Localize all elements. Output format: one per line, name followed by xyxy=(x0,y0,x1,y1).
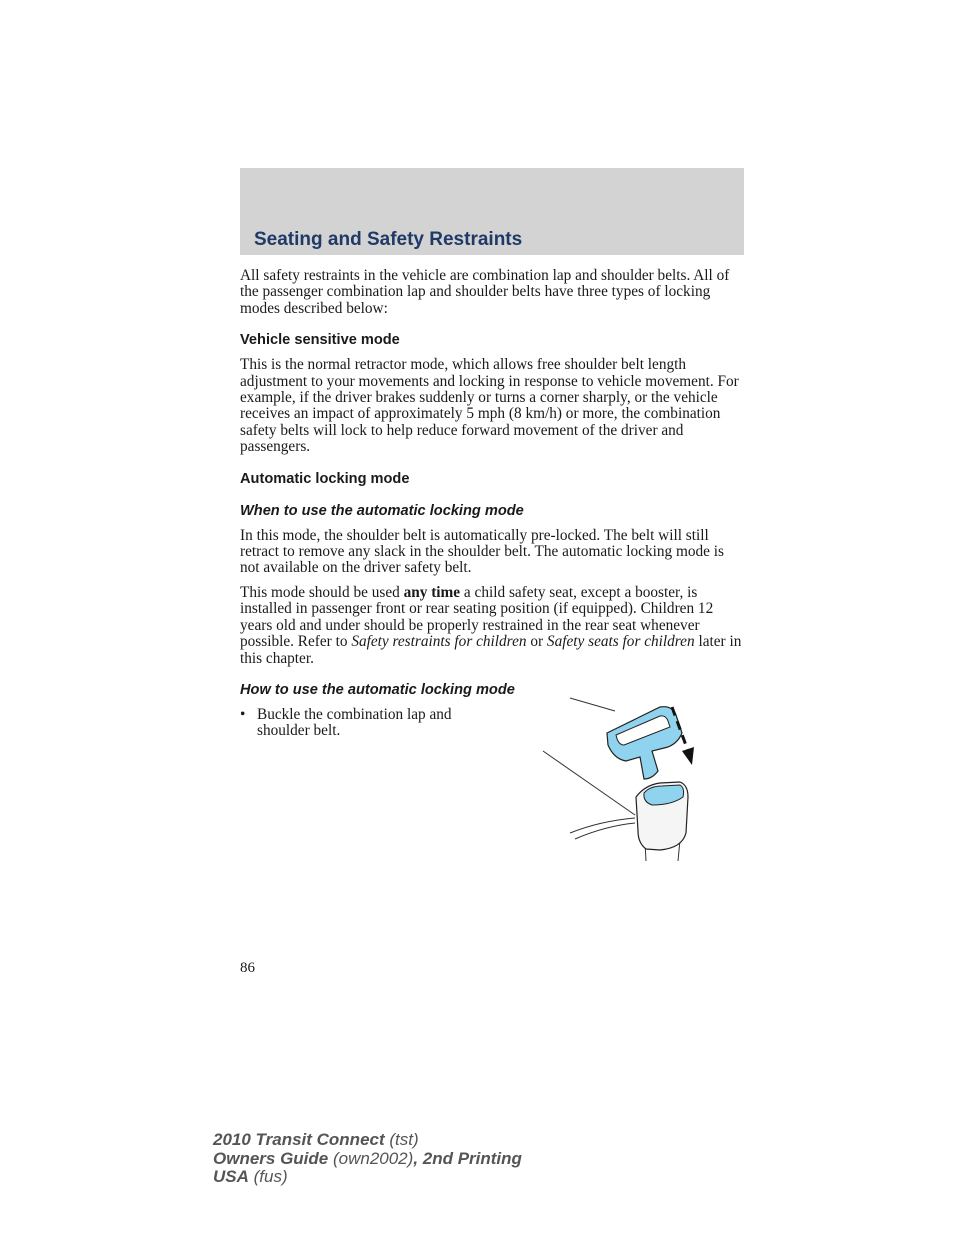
belt-tongue-plate xyxy=(607,707,682,779)
when-to-use-heading: When to use the automatic locking mode xyxy=(240,502,524,519)
child-seat-text-b: a child safety seat, except a booster, is installed in passenger front or rear seating position (if equipped). Children 12 years old and under should be properly restrained in the rear seat whenever possible. Refer to xyxy=(240,583,714,651)
cushion-lines xyxy=(570,818,635,839)
document-footer xyxy=(213,1131,522,1187)
safety-seats-reference: Safety seats for children xyxy=(546,633,695,651)
page-content xyxy=(240,268,744,740)
buckle-instruction: Buckle the combination lap and shoulder belt. xyxy=(257,705,452,740)
bullet-icon: • xyxy=(240,705,246,723)
footer-guide-code: (own2002) xyxy=(328,1148,414,1168)
child-seat-text-c: or xyxy=(526,633,547,651)
child-seat-text-d: later in this chapter. xyxy=(240,633,742,667)
any-time-emphasis: any time xyxy=(403,583,461,601)
how-to-use-heading: How to use the automatic locking mode xyxy=(240,681,515,698)
list-item xyxy=(240,707,490,740)
safety-restraints-reference: Safety restraints for children xyxy=(351,633,527,651)
arrow-down-icon xyxy=(682,747,694,765)
footer-model-code: (tst) xyxy=(384,1130,419,1149)
vehicle-sensitive-paragraph: This is the normal retractor mode, which allows free shoulder belt length adjustment to your movements and locking in response to vehicle movement. For example, if the driver brakes suddenly or turns a corner sharply, or the vehicle receives an impact of approximately 5 mph (8 km/h) or more, the combination safety belts will lock to help reduce forward movement of the driver and passengers. xyxy=(240,356,739,456)
automatic-locking-heading: Automatic locking mode xyxy=(240,470,410,487)
seatbelt-buckle-illustration xyxy=(540,693,710,865)
seat-edge-line xyxy=(543,751,635,815)
belt-edge-line xyxy=(570,698,615,711)
footer-guide: Owners Guide xyxy=(213,1148,329,1168)
section-header-band xyxy=(240,168,744,255)
footer-model: 2010 Transit Connect xyxy=(213,1130,385,1149)
when-to-use-paragraph: In this mode, the shoulder belt is automatically pre-locked. The belt will still retract to remove any slack in the shoulder belt. The automatic locking mode is not available on the driver safety belt. xyxy=(240,526,724,577)
footer-line-2 xyxy=(213,1150,522,1169)
footer-market-code: (fus) xyxy=(248,1167,288,1186)
section-title: Seating and Safety Restraints xyxy=(254,229,523,250)
footer-market: USA xyxy=(213,1167,249,1186)
footer-line-3 xyxy=(213,1168,522,1187)
page-number: 86 xyxy=(240,960,255,976)
vehicle-sensitive-heading: Vehicle sensitive mode xyxy=(240,332,400,349)
child-seat-text-a: This mode should be used xyxy=(240,583,404,601)
footer-line-1 xyxy=(213,1131,522,1150)
child-seat-paragraph xyxy=(240,585,744,667)
intro-paragraph: All safety restraints in the vehicle are combination lap and shoulder belts. All of the passenger combination lap and shoulder belts have three types of locking modes described below: xyxy=(240,267,730,317)
footer-printing: , 2nd Printing xyxy=(413,1148,522,1168)
